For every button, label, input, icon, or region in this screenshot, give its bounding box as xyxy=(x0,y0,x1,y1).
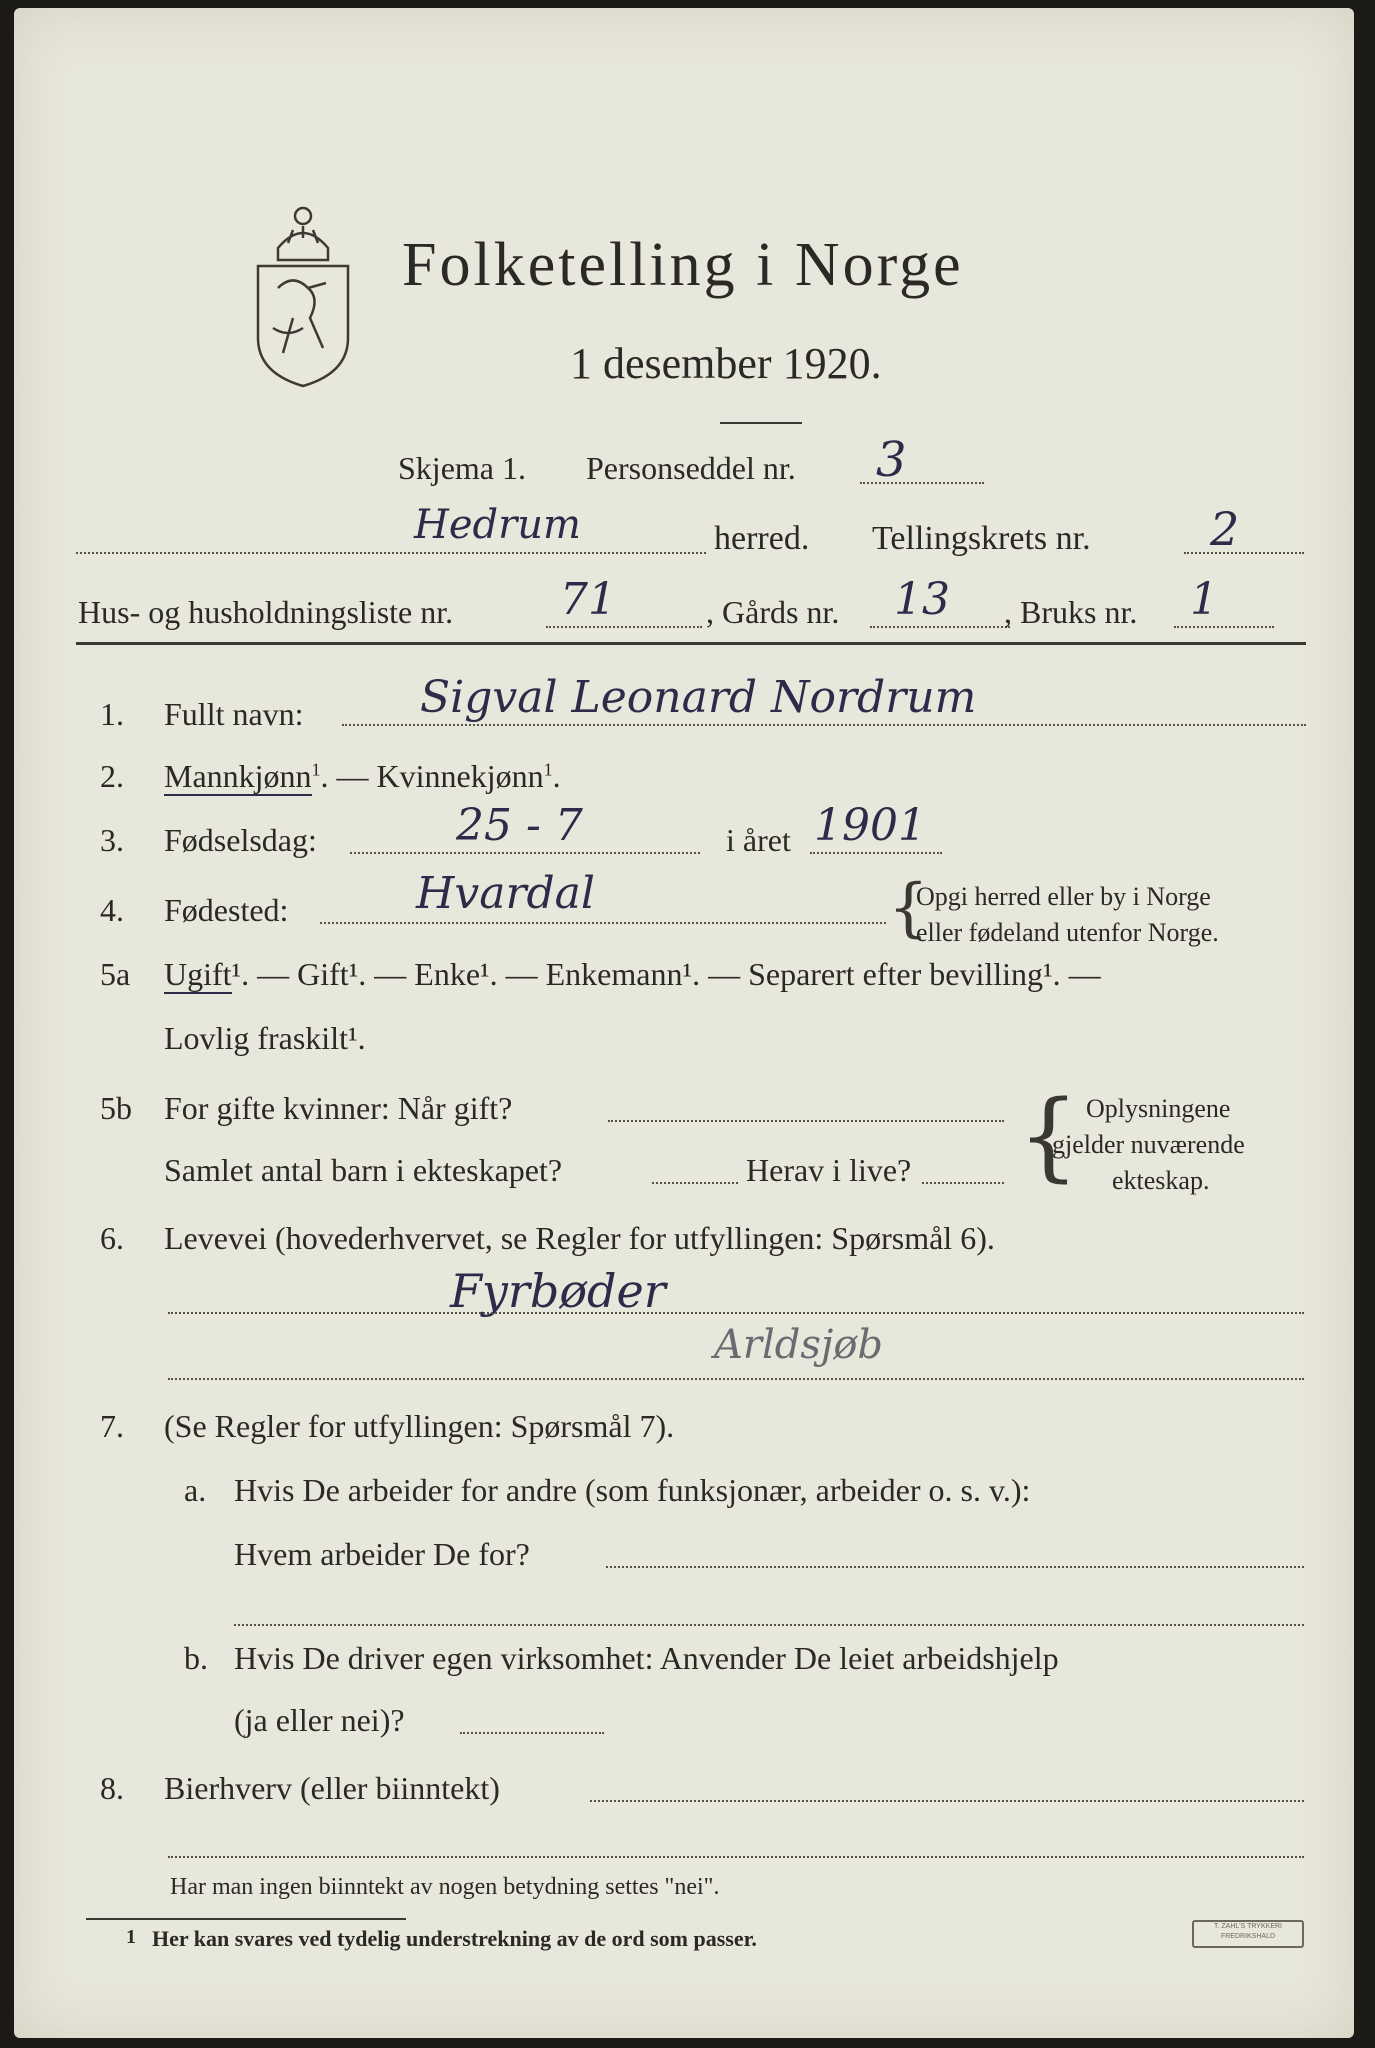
employer-line-2 xyxy=(234,1624,1304,1626)
header-rule xyxy=(76,642,1306,645)
birthdate-value: 25 - 7 xyxy=(456,800,583,851)
gender-female: Kvinnekjønn xyxy=(376,758,544,794)
children-label: Samlet antal barn i ekteskapet? xyxy=(164,1152,563,1188)
tellingskrets-label: Tellingskrets nr. xyxy=(872,520,1091,557)
q7-number: 7. xyxy=(100,1408,124,1444)
side-income-label: Bierhverv (eller biinntekt) xyxy=(164,1770,500,1806)
side-income-line-2 xyxy=(168,1856,1304,1858)
birthplace-note-2: eller fødeland utenfor Norge. xyxy=(916,918,1219,947)
norwegian-lion-crest-icon xyxy=(248,188,358,388)
birthplace-brace: { xyxy=(888,871,929,945)
gender-male: Mannkjønn xyxy=(164,758,312,794)
marital-fraskilt: Lovlig fraskilt¹. xyxy=(164,1020,366,1056)
year-label: i året xyxy=(726,822,791,858)
form-title: Folketelling i Norge xyxy=(402,231,964,299)
no-income-note: Har man ingen biinntekt av nogen betydning settes "nei". xyxy=(170,1874,720,1900)
census-form-page xyxy=(14,8,1354,2038)
side-income-line-1 xyxy=(590,1800,1304,1802)
q8-number: 8. xyxy=(100,1770,124,1806)
gards-value: 13 xyxy=(894,574,950,625)
herred-line xyxy=(76,552,706,554)
birthplace-note-1: Opgi herred eller by i Norge xyxy=(916,882,1211,911)
personseddel-value: 3 xyxy=(876,432,907,488)
skjema-label: Skjema 1. xyxy=(398,450,526,486)
q7a-line2: Hvem arbeider De for? xyxy=(234,1536,530,1572)
hus-line xyxy=(546,626,702,628)
q7b-line1: Hvis De driver egen virksomhet: Anvender De leiet arbeidshjelp xyxy=(234,1640,1059,1676)
occupation-value: Fyrbøder xyxy=(450,1264,666,1318)
q5a-number: 5a xyxy=(100,956,131,992)
title-divider xyxy=(720,422,802,424)
q7b-letter: b. xyxy=(184,1640,208,1676)
bruks-line xyxy=(1174,626,1274,628)
q4-number: 4. xyxy=(100,892,124,928)
marriage-note-2: gjelder nuværende xyxy=(1052,1130,1245,1159)
q1-number: 1. xyxy=(100,696,124,732)
children-alive-label: Herav i live? xyxy=(746,1152,912,1188)
marriage-note-1: Oplysningene xyxy=(1086,1094,1231,1123)
bruks-label: , Bruks nr. xyxy=(1004,594,1138,630)
q3-label: Fødselsdag: xyxy=(164,822,317,858)
employer-line-1 xyxy=(606,1566,1304,1568)
married-when-line xyxy=(608,1120,1004,1122)
gards-label: , Gårds nr. xyxy=(706,594,840,630)
printer-seal-icon: T. ZAHL'S TRYKKERI FREDRIKSHALD xyxy=(1192,1920,1304,1948)
married-when-label: For gifte kvinner: Når gift? xyxy=(164,1090,513,1126)
marriage-note-3: ekteskap. xyxy=(1112,1166,1210,1195)
birthplace-value: Hvardal xyxy=(416,868,595,919)
q7b-line2: (ja eller nei)? xyxy=(234,1702,405,1738)
full-name-value: Sigval Leonard Nordrum xyxy=(420,672,977,723)
birthdate-line xyxy=(350,852,700,854)
birthyear-line xyxy=(810,852,942,854)
q1-label: Fullt navn: xyxy=(164,696,304,732)
full-name-line xyxy=(342,724,1306,726)
gender-options: Mannkjønn$^1$. — Kvinnekjønn$^1$. xyxy=(164,758,561,794)
children-alive-line xyxy=(922,1182,1004,1184)
occupation-line-2 xyxy=(168,1378,1304,1380)
children-line xyxy=(652,1182,738,1184)
q5b-number: 5b xyxy=(100,1090,132,1126)
tellingskrets-value: 2 xyxy=(1210,502,1240,556)
footnote-rule xyxy=(86,1918,406,1920)
birthplace-line xyxy=(320,922,886,924)
hus-value: 71 xyxy=(560,574,616,625)
herred-value: Hedrum xyxy=(414,502,581,548)
gards-line xyxy=(870,626,1010,628)
q3-number: 3. xyxy=(100,822,124,858)
occupation-line-1 xyxy=(168,1312,1304,1314)
census-date: 1 desember 1920. xyxy=(570,339,882,388)
personseddel-label: Personseddel nr. xyxy=(586,450,796,486)
q2-number: 2. xyxy=(100,758,124,794)
hired-help-line xyxy=(460,1732,604,1734)
q4-label: Fødested: xyxy=(164,892,289,928)
tellingskrets-line xyxy=(1184,552,1304,554)
marital-ugift: Ugift xyxy=(164,956,232,992)
q7a-letter: a. xyxy=(184,1472,207,1508)
footnote-mark: 1 xyxy=(126,1926,136,1948)
marriage-brace: { xyxy=(1018,1080,1080,1192)
herred-label: herred. xyxy=(714,520,810,557)
q6-number: 6. xyxy=(100,1220,124,1256)
occupation-label: Levevei (hovederhvervet, se Regler for utfyllingen: Spørsmål 6). xyxy=(164,1220,995,1256)
footnote-text: Her kan svares ved tydelig understrekning av de ord som passer. xyxy=(152,1926,757,1951)
marital-options: Ugift¹. — Gift¹. — Enke¹. — Enkemann¹. — Separert efter bevilling¹. — xyxy=(164,956,1101,992)
hus-label: Hus- og husholdningsliste nr. xyxy=(78,594,454,630)
q7-label: (Se Regler for utfyllingen: Spørsmål 7). xyxy=(164,1408,675,1444)
occupation-stamp: Arldsjøb xyxy=(714,1322,884,1368)
personseddel-line xyxy=(860,482,984,484)
bruks-value: 1 xyxy=(1190,574,1218,625)
q7a-line1: Hvis De arbeider for andre (som funksjonær, arbeider o. s. v.): xyxy=(234,1472,1031,1508)
birthyear-value: 1901 xyxy=(814,800,926,851)
